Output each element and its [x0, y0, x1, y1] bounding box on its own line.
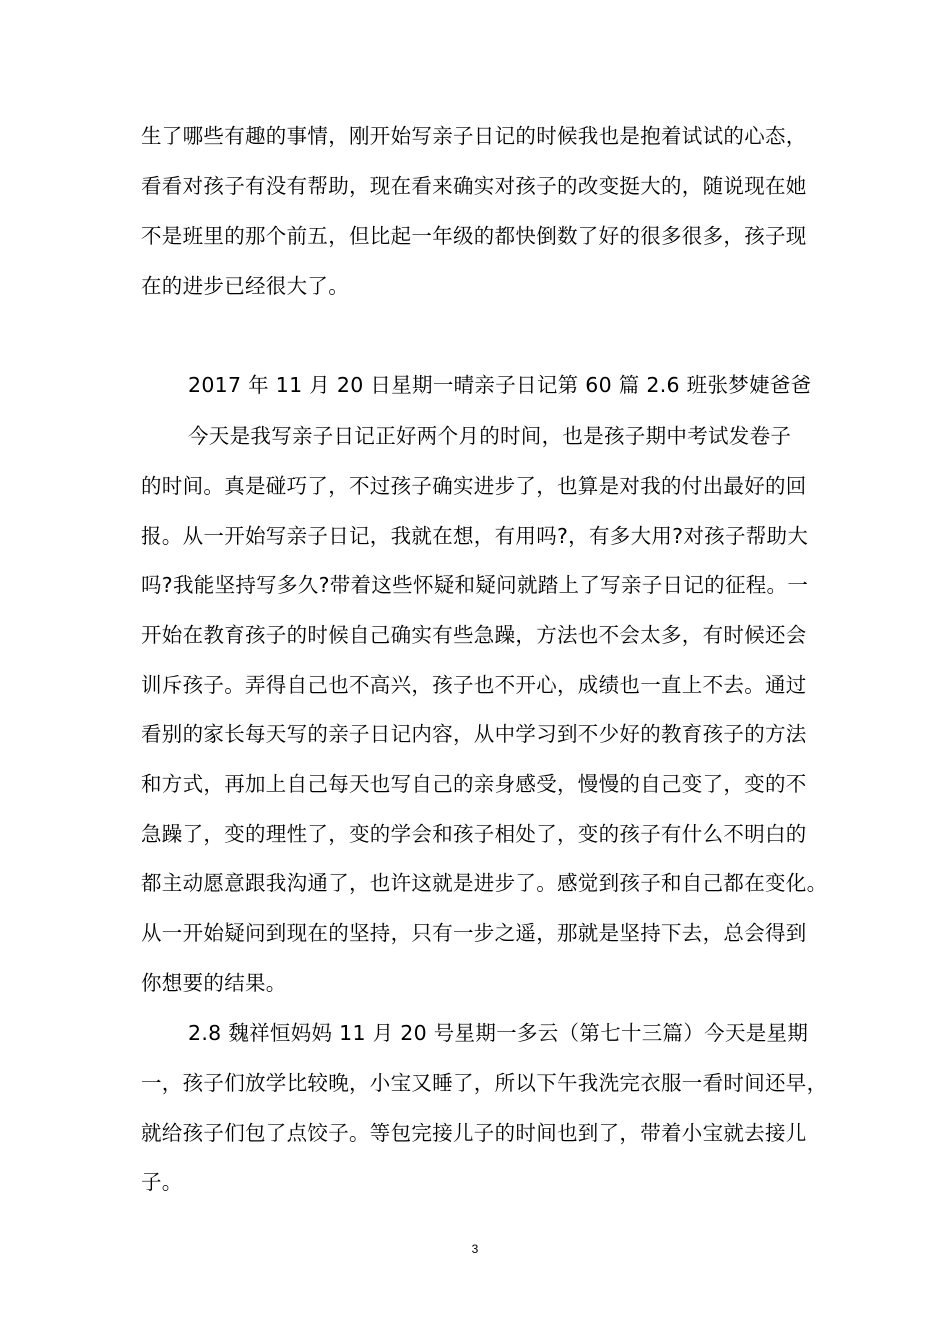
diary-entry-heading: 2017 年 11 月 20 日星期一晴亲子日记第 60 篇 2.6 班张梦婕爸爸 [188, 373, 812, 397]
text-line: 生了哪些有趣的事情，刚开始写亲子日记的时候我也是抱着试试的心态， [141, 124, 807, 148]
text-line: 和方式，再加上自己每天也写自己的亲身感受，慢慢的自己变了，变的不 [141, 772, 807, 796]
text-line: 一，孩子们放学比较晚，小宝又睡了，所以下午我洗完衣服一看时间还早， [141, 1071, 828, 1095]
text-line: 报。从一开始写亲子日记，我就在想，有用吗?，有多大用?对孩子帮助大 [141, 524, 809, 548]
text-line: 吗?我能坚持写多久?带着这些怀疑和疑问就踏上了写亲子日记的征程。一 [141, 573, 809, 597]
text-line: 子。 [141, 1170, 183, 1194]
text-line: 不是班里的那个前五，但比起一年级的都快倒数了好的很多很多，孩子现 [141, 224, 807, 248]
text-line: 2.8 魏祥恒妈妈 11 月 20 号星期一多云（第七十三篇）今天是星期 [188, 1021, 809, 1045]
text-line: 开始在教育孩子的时候自己确实有些急躁，方法也不会太多，有时候还会 [141, 623, 807, 647]
text-line: 都主动愿意跟我沟通了，也许这就是进步了。感觉到孩子和自己都在变化。 [141, 871, 828, 895]
text-line: 急躁了，变的理性了，变的学会和孩子相处了，变的孩子有什么不明白的 [141, 822, 807, 846]
text-line: 看看对孩子有没有帮助，现在看来确实对孩子的改变挺大的，随说现在她 [141, 174, 807, 198]
text-line: 今天是我写亲子日记正好两个月的时间，也是孩子期中考试发卷子 [188, 424, 792, 448]
text-line: 你想要的结果。 [141, 971, 287, 995]
page-number: 3 [471, 1242, 479, 1256]
text-line: 的时间。真是碰巧了，不过孩子确实进步了，也算是对我的付出最好的回 [141, 474, 807, 498]
text-line: 训斥孩子。弄得自己也不高兴，孩子也不开心，成绩也一直上不去。通过 [141, 673, 807, 697]
text-line: 看别的家长每天写的亲子日记内容，从中学习到不少好的教育孩子的方法 [141, 722, 807, 746]
text-line: 在的进步已经很大了。 [141, 274, 349, 298]
text-line: 从一开始疑问到现在的坚持，只有一步之遥，那就是坚持下去，总会得到 [141, 921, 807, 945]
text-line: 就给孩子们包了点饺子。等包完接儿子的时间也到了，带着小宝就去接儿 [141, 1121, 807, 1145]
